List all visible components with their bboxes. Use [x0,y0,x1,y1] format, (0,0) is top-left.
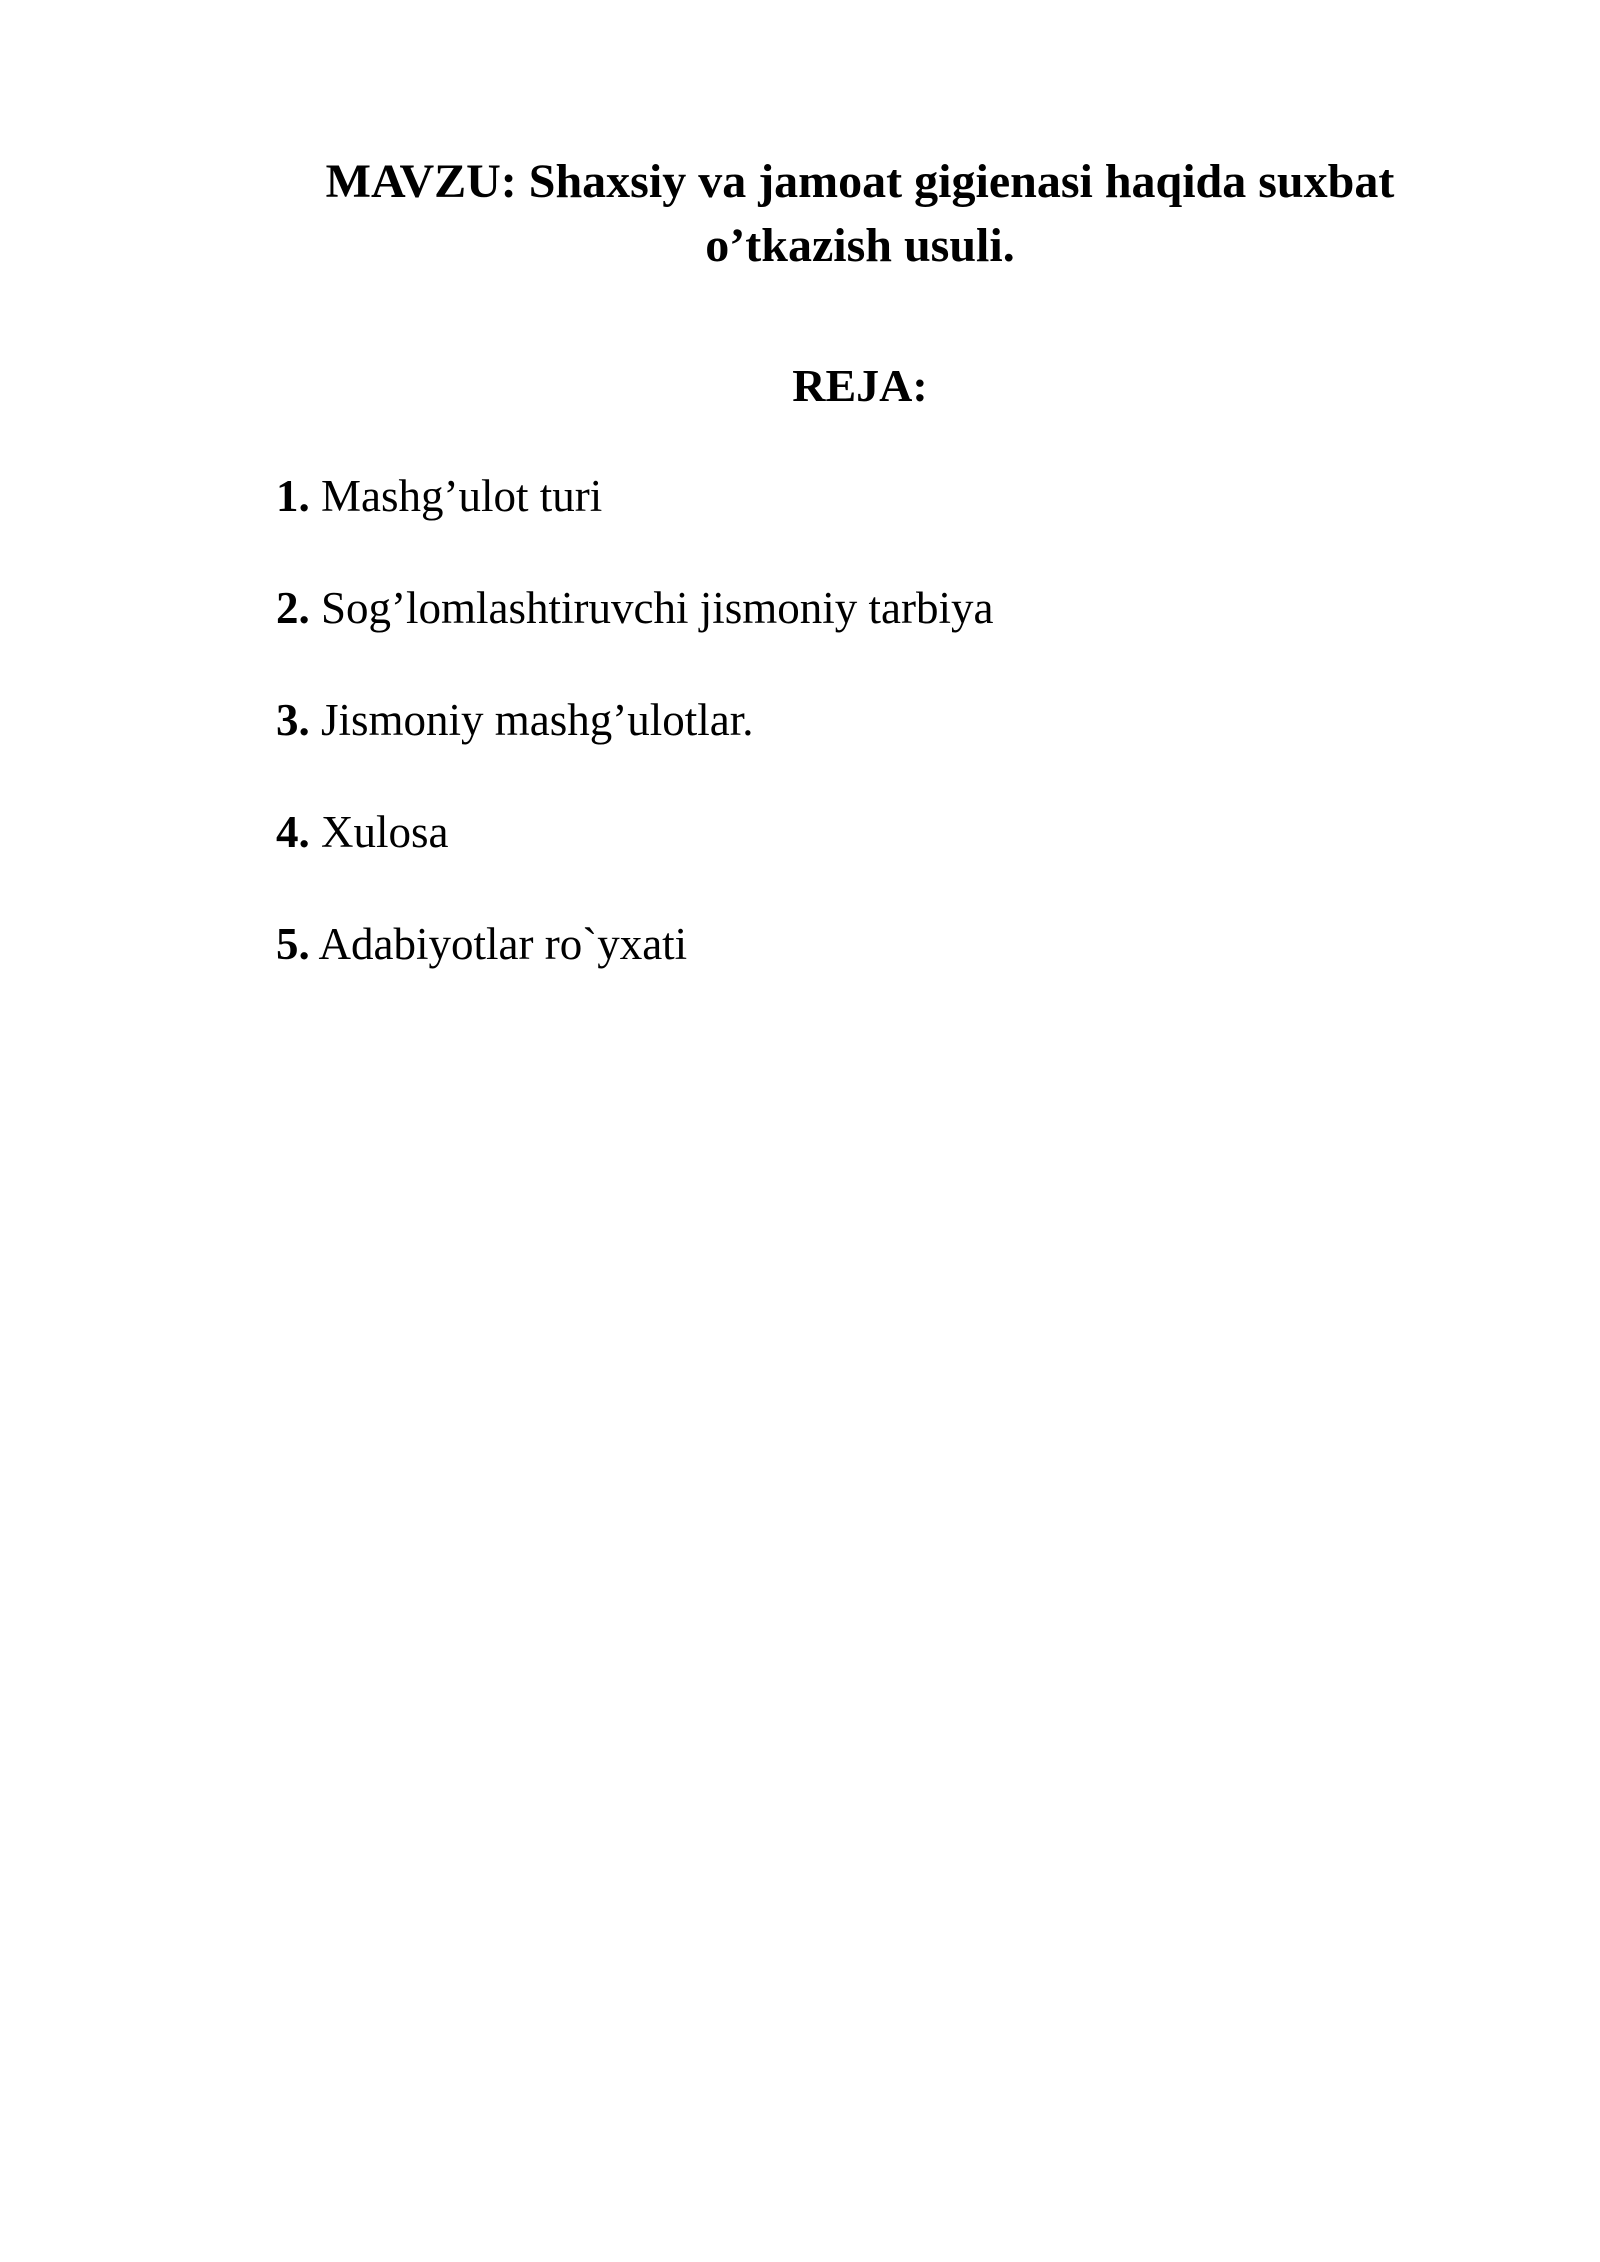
title-line-1: MAVZU: Shaxsiy va jamoat gigienasi haqida suxbat [325,155,1395,208]
plan-heading: REJA: [792,360,928,411]
plan-list [276,466,993,1026]
plan-item [276,466,993,526]
document-title [240,150,1480,278]
plan-item [276,914,993,974]
plan-item-number: 4. [276,807,310,857]
plan-item-text: Sog’lomlashtiruvchi jismoniy tarbiya [321,583,994,633]
plan-item-number: 5. [276,919,310,969]
plan-item [276,802,993,862]
plan-item-text: Jismoniy mashg’ulotlar. [321,695,754,745]
plan-item-number: 2. [276,583,310,633]
plan-item-text: Mashg’ulot turi [321,471,603,521]
plan-item-number: 3. [276,695,310,745]
plan-item [276,578,993,638]
plan-item-text: Adabiyotlar ro`yxati [318,919,688,969]
title-line-2: o’tkazish usuli. [705,219,1015,272]
plan-item [276,690,993,750]
plan-item-text: Xulosa [321,807,449,857]
plan-item-number: 1. [276,471,310,521]
